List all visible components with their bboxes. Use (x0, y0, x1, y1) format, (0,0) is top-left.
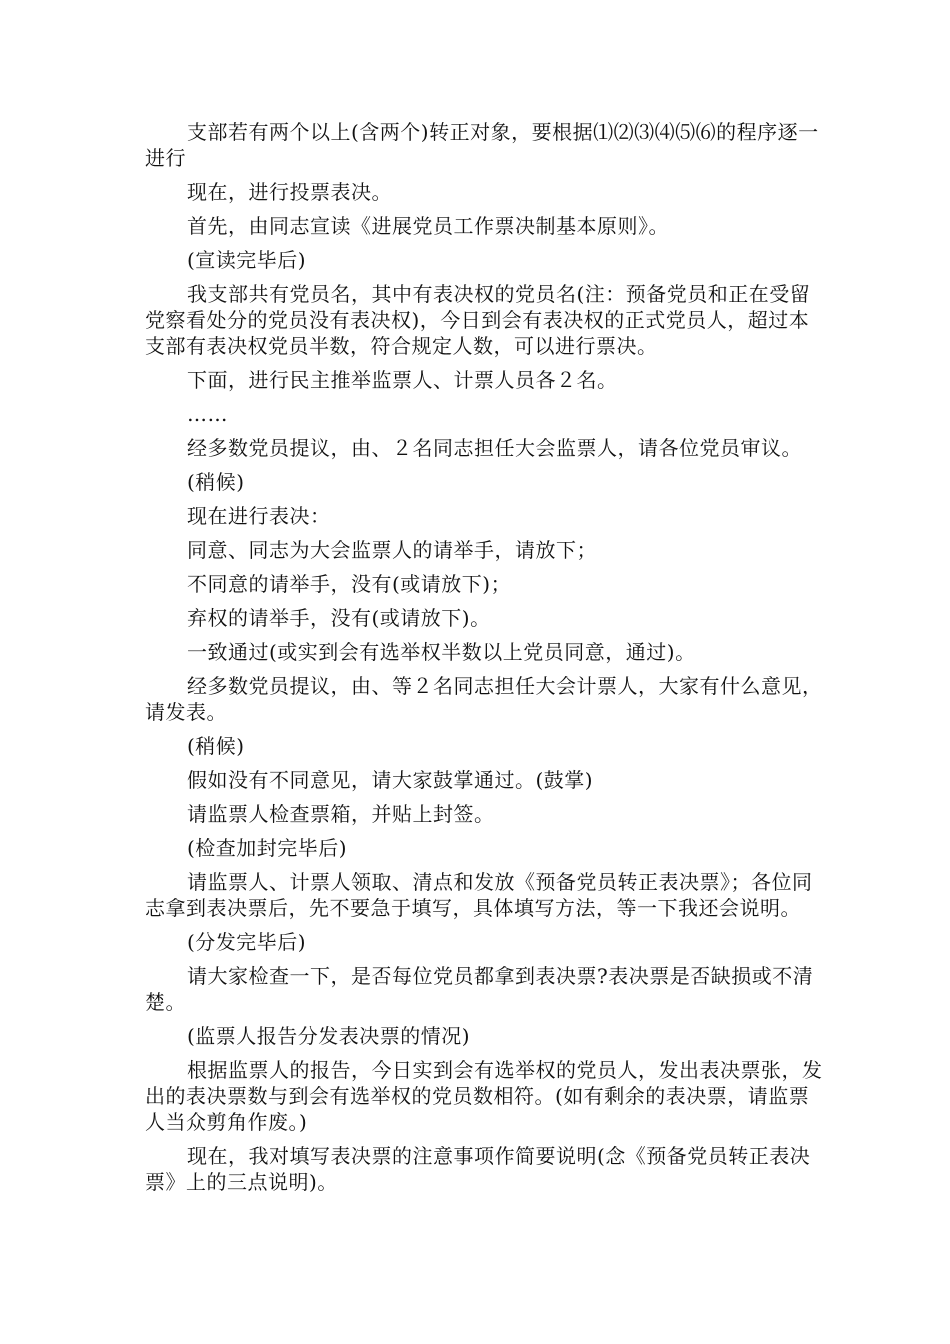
paragraph: (分发完毕后) (187, 930, 307, 954)
paragraph: (检查加封完毕后) (187, 836, 348, 860)
paragraph: 我支部共有党员名，其中有表决权的党员名(注：预备党员和正在受留党察看处分的党员没有表决权)，今日到会有表决权的正式党员人，超过本支部有表决权党员半数，符合规定人数，可以进行票决。 (145, 282, 811, 358)
paragraph: 同意、同志为大会监票人的请举手，请放下； (187, 538, 597, 562)
paragraph: (稍候) (187, 734, 245, 758)
paragraph: 支部若有两个以上(含两个)转正对象，要根据⑴⑵⑶⑷⑸⑹的程序逐一进行 (145, 120, 819, 170)
paragraph: (监票人报告分发表决票的情况) (187, 1024, 471, 1048)
paragraph: (稍候) (187, 470, 245, 494)
paragraph: 现在进行表决： (187, 504, 331, 528)
paragraph: 一致通过(或实到会有选举权半数以上党员同意，通过)。 (187, 640, 696, 664)
paragraph: 请大家检查一下，是否每位党员都拿到表决票?表决票是否缺损或不清楚。 (145, 964, 814, 1014)
paragraph: 经多数党员提议，由、２名同志担任大会监票人，请各位党员审议。 (187, 436, 802, 460)
paragraph: 下面，进行民主推举监票人、计票人员各２名。 (187, 368, 618, 392)
paragraph: 请监票人检查票箱，并贴上封签。 (187, 802, 495, 826)
paragraph: 现在，我对填写表决票的注意事项作简要说明(念《预备党员转正表决票》上的三点说明)。 (145, 1144, 811, 1194)
paragraph: 假如没有不同意见，请大家鼓掌通过。(鼓掌) (187, 768, 594, 792)
paragraph: 根据监票人的报告，今日实到会有选举权的党员人，发出表决票张，发出的表决票数与到会有选举权的党员数相符。(如有剩余的表决票，请监票人当众剪角作废。) (145, 1058, 823, 1134)
paragraph: 现在，进行投票表决。 (187, 180, 392, 204)
document-body (145, 119, 825, 1203)
paragraph: (宣读完毕后) (187, 248, 307, 272)
paragraph: 请监票人、计票人领取、清点和发放《预备党员转正表决票》；各位同志拿到表决票后，先不要急于填写，具体填写方法，等一下我还会说明。 (145, 870, 813, 920)
paragraph: 首先，由同志宣读《进展党员工作票决制基本原则》。 (187, 214, 669, 238)
paragraph: 经多数党员提议，由、等２名同志担任大会计票人，大家有什么意见，请发表。 (145, 674, 823, 724)
paragraph: …… (187, 402, 228, 426)
paragraph: 不同意的请举手，没有(或请放下)； (187, 572, 512, 596)
paragraph: 弃权的请举手，没有(或请放下)。 (187, 606, 491, 630)
